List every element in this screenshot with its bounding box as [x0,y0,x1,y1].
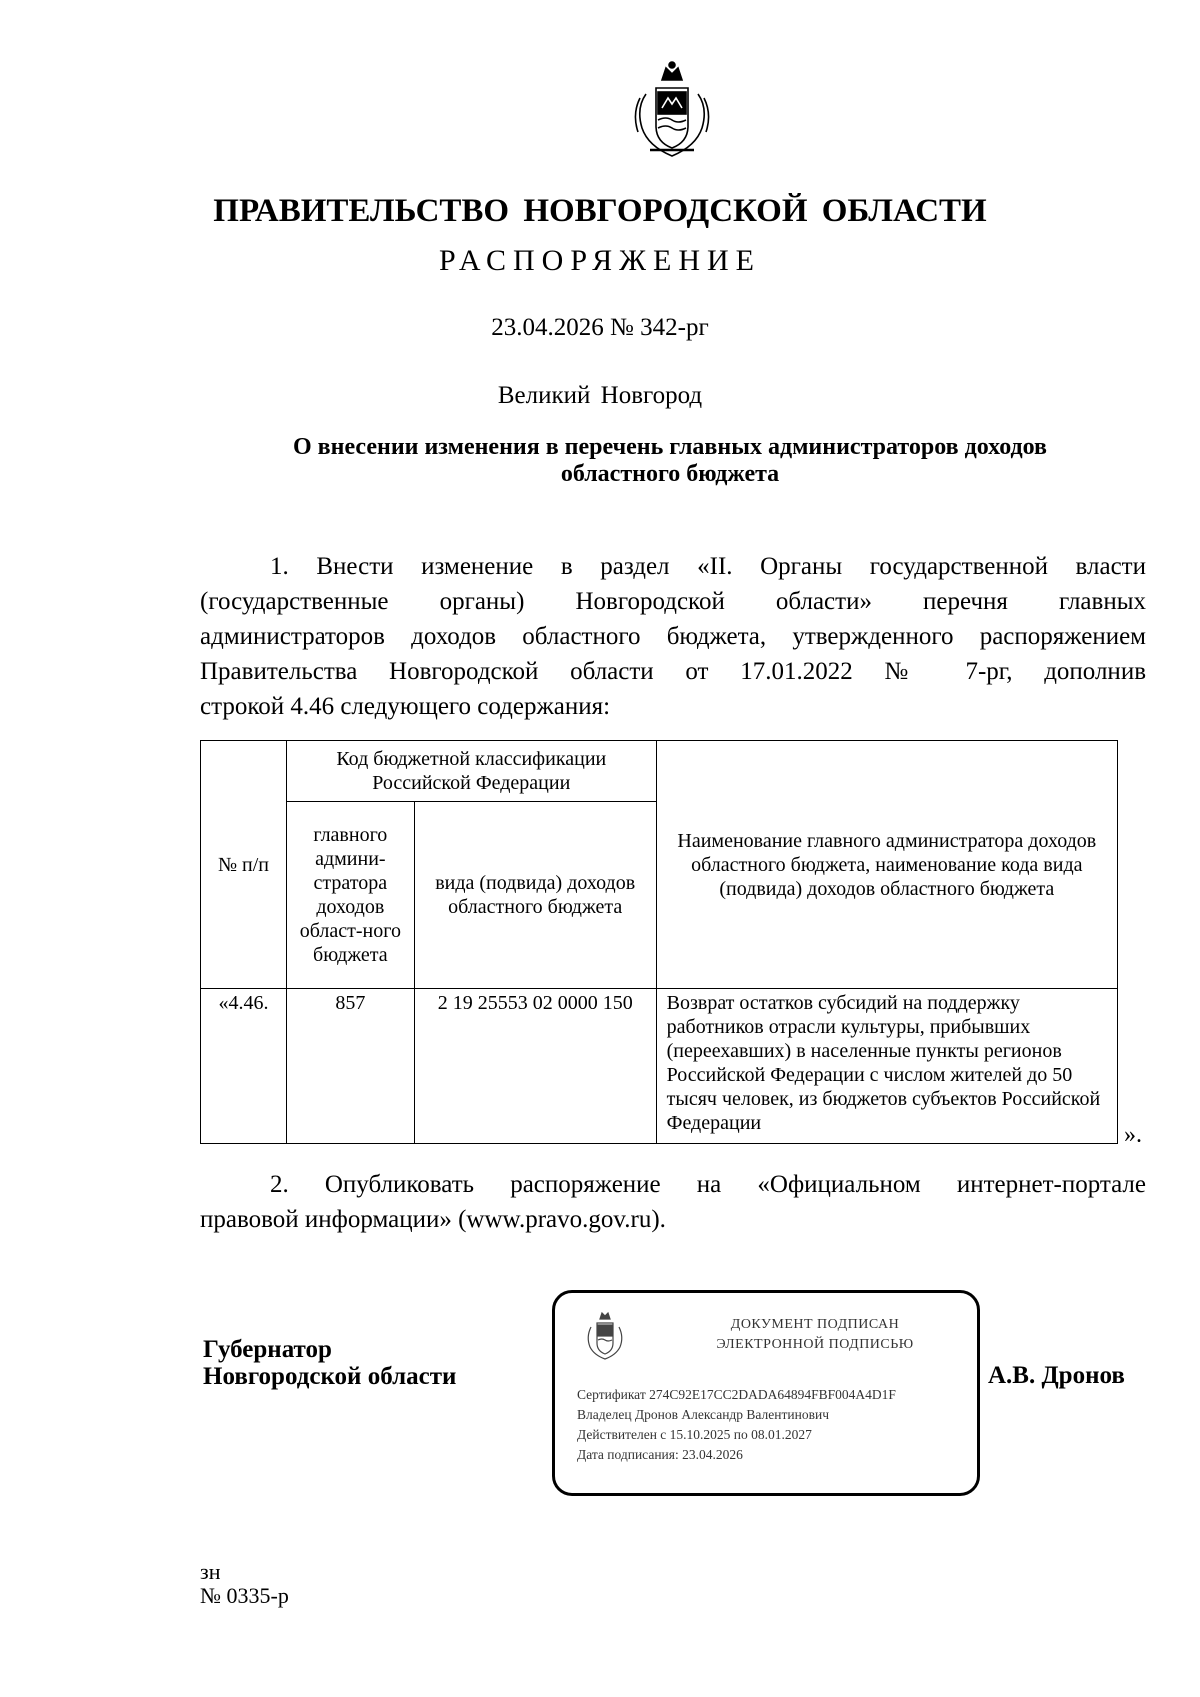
subject-line: О внесении изменения в перечень главных администраторов доходов [292,434,1048,460]
paragraph-line: (государственные органы) Новгородской области» перечня главных [200,588,1146,615]
row-number: «4.46. [201,989,287,1144]
paragraph-line: 2. Опубликовать распоряжение на «Официальном интернет-портале [270,1171,1146,1198]
signer-title-line: Новгородской области [203,1363,457,1390]
subject-line: областного бюджета [560,461,780,487]
document-type: РАСПОРЯЖЕНИЕ [438,244,762,277]
stamp-header-line: ДОКУМЕНТ ПОДПИСАН [730,1317,900,1332]
novgorod-coat-of-arms-icon [628,58,716,160]
table-row [201,989,1118,1144]
column-header-number: № п/п [201,741,287,989]
stamp-details [577,1385,896,1465]
row-admin-code: 857 [286,989,414,1144]
row-name: Возврат остатков субсидий на поддержку работников отрасли культуры, прибывших (переехавших) в населенные пункты регионов Российской Федерации с числом жителей до 50 тысяч человек, из бюджетов субъектов Российской Федерации [656,989,1117,1144]
document-city: Великий Новгород [497,382,703,409]
footer-initials: зн [200,1559,221,1584]
paragraph-2 [200,1167,1146,1237]
government-title: ПРАВИТЕЛЬСТВО НОВГОРОДСКОЙ ОБЛАСТИ [213,193,987,229]
paragraph-1 [200,549,1146,724]
footer [200,1560,289,1608]
signer-title-line: Губернатор [203,1336,332,1363]
footer-number: № 0335-р [200,1583,289,1608]
stamp-owner: Владелец Дронов Александр Валентинович [577,1407,829,1422]
paragraph-line: строкой 4.46 следующего содержания: [200,693,611,720]
document-subject [200,434,1140,488]
document-date-number: 23.04.2026 № 342-рг [491,314,709,341]
column-header-admin: главного админи-стратора доходов област-ного бюджета [286,802,414,989]
row-kind-code: 2 19 25553 02 0000 150 [414,989,656,1144]
column-header-name: Наименование главного администратора доходов областного бюджета, наименование кода вида (подвида) доходов областного бюджета [656,741,1117,989]
column-header-kind: вида (подвида) доходов областного бюджета [414,802,656,989]
stamp-header-line: ЭЛЕКТРОННОЙ ПОДПИСЬЮ [716,1337,914,1352]
stamp-certificate: Сертификат 274C92E17CC2DADA64894FBF004A4D1F [577,1387,896,1402]
paragraph-line: 1. Внести изменение в раздел «II. Органы государственной власти [270,553,1146,580]
novgorod-coat-of-arms-icon [583,1309,627,1361]
signer-name: А.В. Дронов [988,1362,1125,1389]
electronic-signature-stamp [552,1290,980,1496]
stamp-signed-date: Дата подписания: 23.04.2026 [577,1447,743,1462]
paragraph-line: Правительства Новгородской области от 17.01.2022 № 7-рг, дополнив [200,658,1146,685]
budget-table [200,740,1118,1144]
signer-title [203,1336,456,1390]
column-header-code-group: Код бюджетной классификации Российской Федерации [286,741,656,802]
stamp-header [665,1315,965,1355]
paragraph-line: администраторов доходов областного бюджета, утвержденного распоряжением [200,623,1146,650]
paragraph-line: правовой информации» (www.pravo.gov.ru). [200,1206,666,1233]
closing-quote: ». [1124,1122,1142,1148]
stamp-validity: Действителен с 15.10.2025 по 08.01.2027 [577,1427,812,1442]
